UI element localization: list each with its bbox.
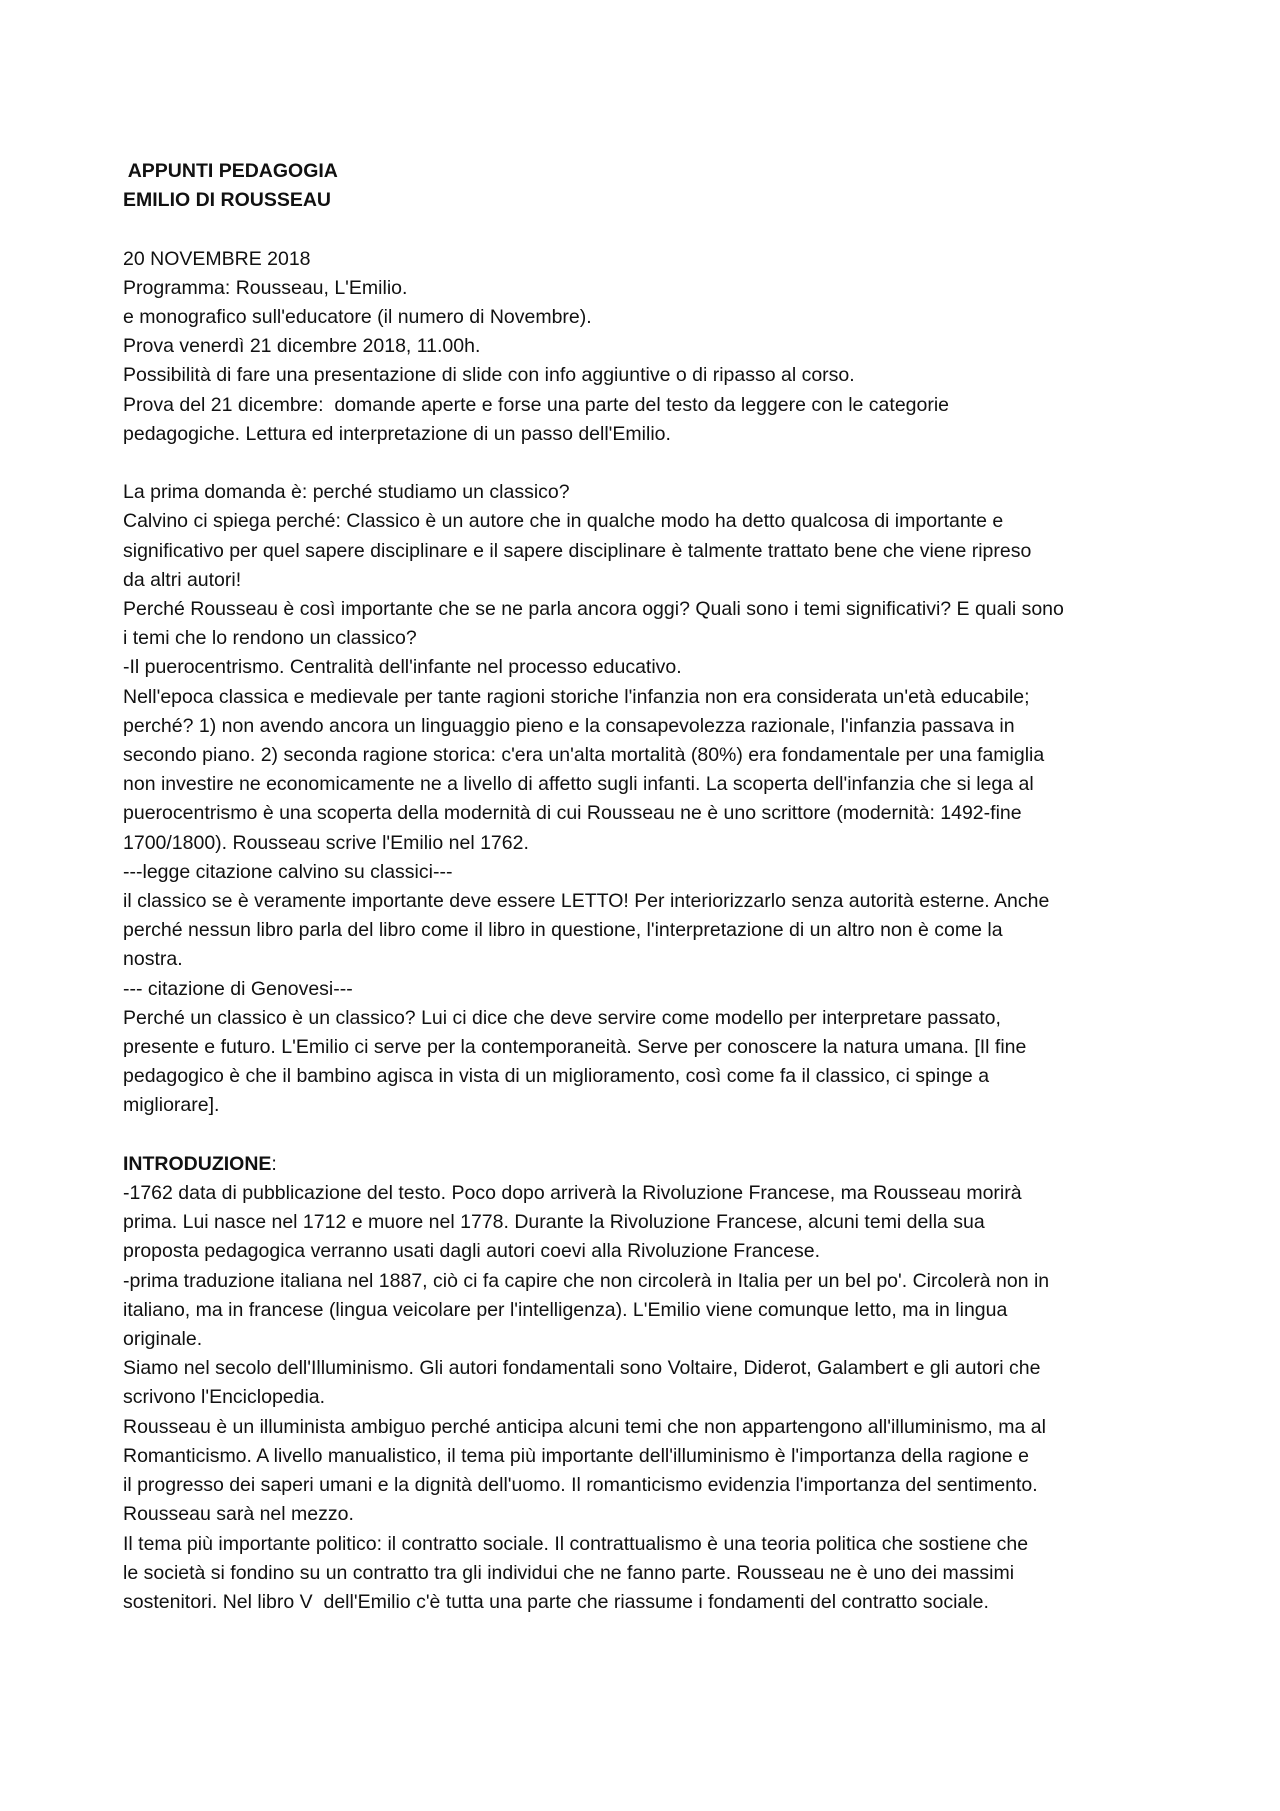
text-line: scrivono l'Enciclopedia. <box>123 1386 326 1409</box>
text-line: originale. <box>123 1328 203 1351</box>
text-line: italiano, ma in francese (lingua veicolare per l'intelligenza). L'Emilio viene comunque letto, ma in lingua <box>123 1298 1008 1321</box>
text-line: 20 NOVEMBRE 2018 <box>123 247 311 270</box>
introduction-heading-text: INTRODUZIONE <box>123 1152 272 1175</box>
text-line: non investire ne economicamente ne a livello di affetto sugli infanti. La scoperta dell'infanzia che si lega al <box>123 773 1034 796</box>
title-line: APPUNTI PEDAGOGIA <box>123 160 338 182</box>
text-line: ---legge citazione calvino su classici--- <box>123 860 453 883</box>
text-line: Il tema più importante politico: il contratto sociale. Il contrattualismo è una teoria politica che sostiene che <box>123 1532 1029 1555</box>
text-line: i temi che lo rendono un classico? <box>123 627 417 650</box>
text-line: -prima traduzione italiana nel 1887, ciò ci fa capire che non circolerà in Italia per un bel po'. Circolerà non in <box>123 1269 1050 1292</box>
text-line: puerocentrismo è una scoperta della modernità di cui Rousseau ne è uno scrittore (modernità: 1492-fine <box>123 802 1022 825</box>
text-line: Possibilità di fare una presentazione di slide con info aggiuntive o di ripasso al corso. <box>123 364 855 387</box>
text-line: Nell'epoca classica e medievale per tante ragioni storiche l'infanzia non era considerata un'età educabile; <box>123 685 1030 708</box>
document-page <box>123 157 1173 1617</box>
text-line: -1762 data di pubblicazione del testo. Poco dopo arriverà la Rivoluzione Francese, ma Rousseau morirà <box>123 1182 1022 1205</box>
document-title <box>123 157 1173 215</box>
text-line: pedagogico è che il bambino agisca in vista di un miglioramento, così come fa il classico, ci spinge a <box>123 1065 990 1088</box>
text-line: Calvino ci spiega perché: Classico è un autore che in qualche modo ha detto qualcosa di importante e <box>123 510 1004 533</box>
text-line: secondo piano. 2) seconda ragione storica: c'era un'alta mortalità (80%) era fondamentale per una famiglia <box>123 744 1045 767</box>
text-line: da altri autori! <box>123 568 242 591</box>
text-line: il progresso dei saperi umani e la dignità dell'uomo. Il romanticismo evidenzia l'importanza del sentimento. <box>123 1474 1038 1497</box>
spacer <box>123 215 1173 244</box>
classic-section <box>123 478 1173 1120</box>
text-line: presente e futuro. L'Emilio ci serve per la contemporaneità. Serve per conoscere la natura umana. [Il fine <box>123 1036 1027 1059</box>
text-line: Rousseau è un illuminista ambiguo perché anticipa alcuni temi che non appartengono all'illuminismo, ma al <box>123 1415 1046 1438</box>
introduction-heading <box>123 1150 1173 1179</box>
text-line: Rousseau sarà nel mezzo. <box>123 1503 354 1526</box>
text-line: La prima domanda è: perché studiamo un classico? <box>123 481 570 504</box>
text-line: perché? 1) non avendo ancora un linguaggio pieno e la consapevolezza razionale, l'infanzia passava in <box>123 714 1015 737</box>
text-line: perché nessun libro parla del libro come il libro in questione, l'interpretazione di un altro non è come la <box>123 919 1003 942</box>
text-line: migliorare]. <box>123 1094 220 1117</box>
spacer <box>123 1121 1173 1150</box>
introduction-section <box>123 1150 1173 1617</box>
text-line: sostenitori. Nel libro V dell'Emilio c'è tutta una parte che riassume i fondamenti del contratto sociale. <box>123 1590 989 1613</box>
text-line: Perché Rousseau è così importante che se ne parla ancora oggi? Quali sono i temi significativi? E quali sono <box>123 598 1064 621</box>
text-line: Programma: Rousseau, L'Emilio. <box>123 276 408 299</box>
text-line: -Il puerocentrismo. Centralità dell'infante nel processo educativo. <box>123 656 682 679</box>
subtitle-line: EMILIO DI ROUSSEAU <box>123 189 332 212</box>
text-line: 1700/1800). Rousseau scrive l'Emilio nel 1762. <box>123 831 529 854</box>
text-line: significativo per quel sapere disciplinare e il sapere disciplinare è talmente trattato bene che viene ripreso <box>123 539 1032 562</box>
text-line: proposta pedagogica verranno usati dagli autori coevi alla Rivoluzione Francese. <box>123 1240 821 1263</box>
text-line: Siamo nel secolo dell'Illuminismo. Gli autori fondamentali sono Voltaire, Diderot, Galambert e gli autori che <box>123 1357 1041 1380</box>
text-line: Prova venerdì 21 dicembre 2018, 11.00h. <box>123 335 481 358</box>
text-line: Romanticismo. A livello manualistico, il tema più importante dell'illuminismo è l'importanza della ragione e <box>123 1444 1029 1467</box>
text-line: Perché un classico è un classico? Lui ci dice che deve servire come modello per interpretare passato, <box>123 1006 1001 1029</box>
text-line: pedagogiche. Lettura ed interpretazione di un passo dell'Emilio. <box>123 422 671 445</box>
text-line: prima. Lui nasce nel 1712 e muore nel 1778. Durante la Rivoluzione Francese, alcuni temi della sua <box>123 1211 985 1234</box>
spacer <box>123 449 1173 478</box>
text-line: le società si fondino su un contratto tra gli individui che ne fanno parte. Rousseau ne è uno dei massimi <box>123 1561 1015 1584</box>
text-line: Prova del 21 dicembre: domande aperte e forse una parte del testo da leggere con le categorie <box>123 393 950 416</box>
course-info-paragraph <box>123 245 1173 449</box>
text-line: e monografico sull'educatore (il numero di Novembre). <box>123 306 592 328</box>
text-line: il classico se è veramente importante deve essere LETTO! Per interiorizzarlo senza autorità esterne. Anche <box>123 890 1050 913</box>
text-line: --- citazione di Genovesi--- <box>123 977 353 1000</box>
introduction-heading-colon: : <box>271 1152 277 1175</box>
text-line: nostra. <box>123 948 183 971</box>
